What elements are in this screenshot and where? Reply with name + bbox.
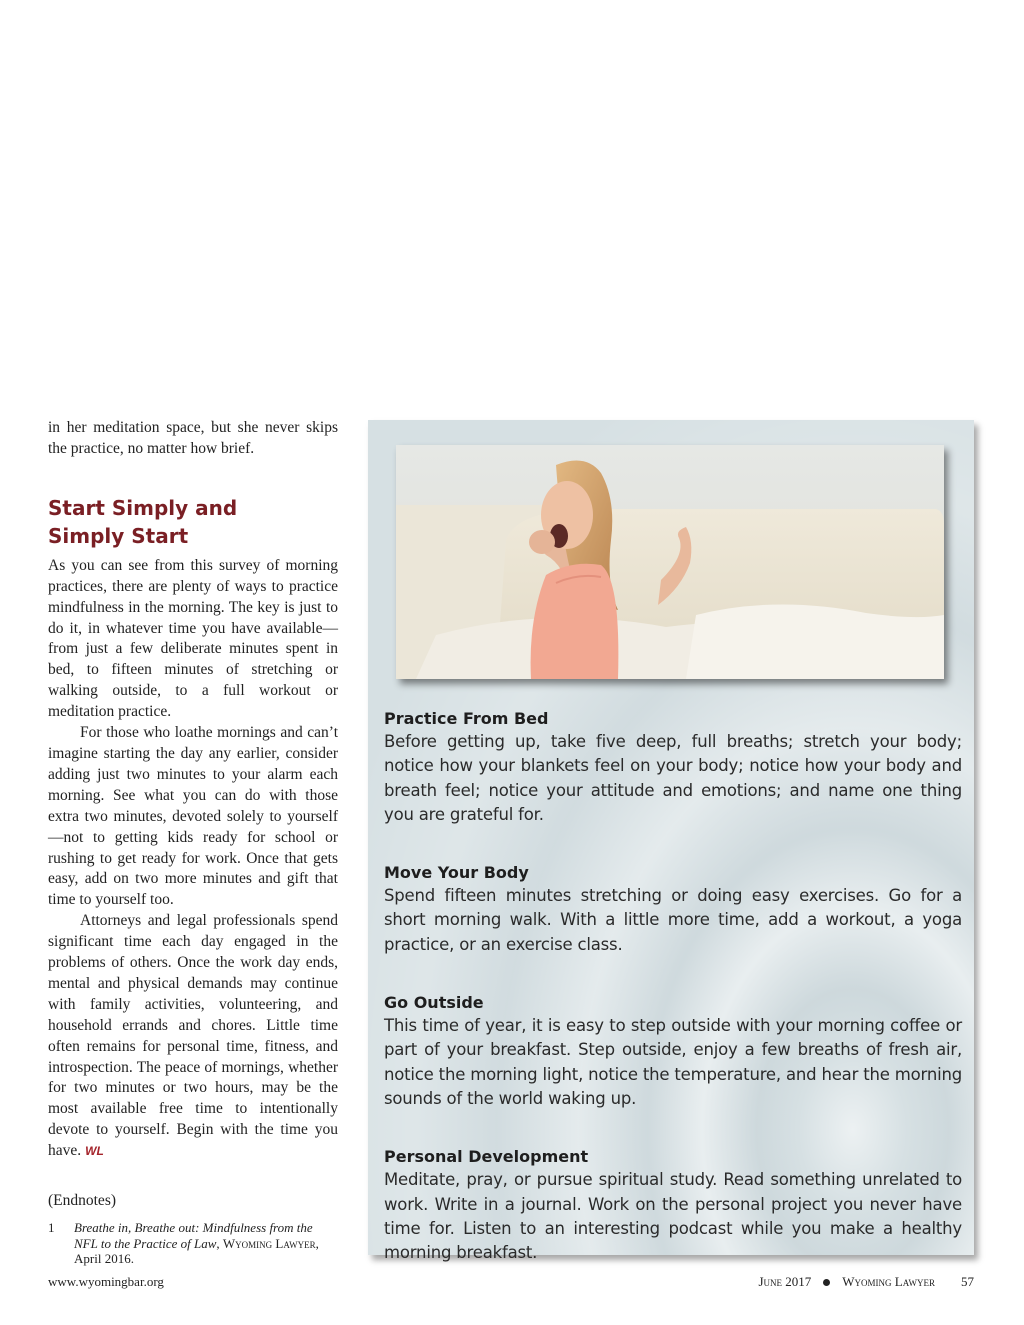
section-heading bbox=[48, 494, 338, 550]
endnote-item bbox=[48, 1220, 338, 1267]
footer-publication: Wyoming Lawyer bbox=[842, 1274, 935, 1289]
body-paragraph-1: As you can see from this survey of morning practices, there are plenty of ways to practice mindfulness in the morning. The key is just to do it, in whatever time you have available—from just a few deliberate minutes spent in bed, to fifteen minutes of stretching or walking outside, to a full workout or meditation practice. bbox=[48, 556, 338, 721]
tip-body-move-your-body: Spend fifteen minutes stretching or doing easy exercises. Go for a short morning walk. With a little more time, add a workout, a yoga practice, or an exercise class. bbox=[384, 886, 962, 954]
tip-body-personal-development: Meditate, pray, or pursue spiritual study. Read something unrelated to work. Write in a journal. Work on the personal project you never have time for. Listen to an interesting podcast while you make a healthy morning breakfast. bbox=[384, 1170, 962, 1263]
photo-illustration bbox=[396, 445, 944, 679]
bullet-dot-icon bbox=[823, 1279, 830, 1286]
page-number: 57 bbox=[961, 1274, 974, 1289]
page-footer bbox=[758, 1274, 974, 1290]
yawning-woman-photo bbox=[396, 445, 944, 679]
endnote-title: Breathe in, Breathe out: Mindfulness from the NFL to the Practice of Law bbox=[74, 1220, 313, 1251]
body-paragraph-2: For those who loathe mornings and can’t imagine starting the day any earlier, consider adding just two minutes to your alarm each morning. See what you can do with those extra two minutes, devoted solely to yourself—not to getting kids ready for school or rushing to get ready for work. Once that gets easy, add on two more minutes and gift that time to yourself too. bbox=[48, 724, 338, 909]
tip-heading-personal-development: Personal Development bbox=[384, 1147, 589, 1167]
tip-heading-practice-from-bed: Practice From Bed bbox=[384, 709, 549, 728]
tip-heading-go-outside: Go Outside bbox=[384, 993, 484, 1013]
endnote-publication: Wyoming Lawyer bbox=[222, 1235, 316, 1251]
intro-text: in her meditation space, but she never skips the practice, no matter how brief. bbox=[48, 419, 338, 457]
endnote-date: , April 2016. bbox=[74, 1235, 319, 1267]
wl-end-mark: WL bbox=[85, 1144, 104, 1159]
tips-list bbox=[384, 708, 962, 1300]
tip-body-practice-from-bed: Before getting up, take five deep, full breaths; stretch your body; notice how your blankets feel on your body; notice how your body and breath feel; notice your attitude and emotions; and name one thing you are grateful for. bbox=[384, 732, 962, 824]
endnote-number: 1 bbox=[48, 1220, 55, 1236]
section-heading-line1: Start Simply and bbox=[48, 495, 238, 520]
tip-heading-move-your-body: Move Your Body bbox=[384, 863, 529, 883]
body-paragraph-3-text: Attorneys and legal professionals spend significant time each day engaged in the problems of others. Once the work day ends, mental and physical demands may continue with family activities, volunteering, and household errands and chores. Little time often remains for personal time, fitness, and introspection. The peace of mornings, whether for two minutes or two hours, may be the most available free time to intentionally devote to yourself. Begin with the time you have. bbox=[48, 912, 338, 1160]
tip-body-go-outside: This time of year, it is easy to step outside with your morning coffee or part of your breakfast. Step outside, enjoy a few breaths of fresh air, notice the morning light, notice the temperature, and hear the morning sounds of the world waking up. bbox=[384, 1016, 962, 1108]
endnotes-heading: (Endnotes) bbox=[48, 1192, 117, 1210]
tips-sidebar bbox=[368, 420, 974, 1263]
body-paragraph-3 bbox=[48, 911, 338, 1162]
section-heading-line2: Simply Start bbox=[48, 523, 189, 548]
endnote-text: Breathe in, Breathe out: Mindfulness from the NFL to the Practice of Law, Wyoming Lawyer, April 2016. bbox=[74, 1220, 319, 1267]
left-column bbox=[48, 418, 338, 1267]
footer-issue: June 2017 bbox=[758, 1274, 812, 1289]
footer-website: www.wyomingbar.org bbox=[48, 1274, 164, 1289]
